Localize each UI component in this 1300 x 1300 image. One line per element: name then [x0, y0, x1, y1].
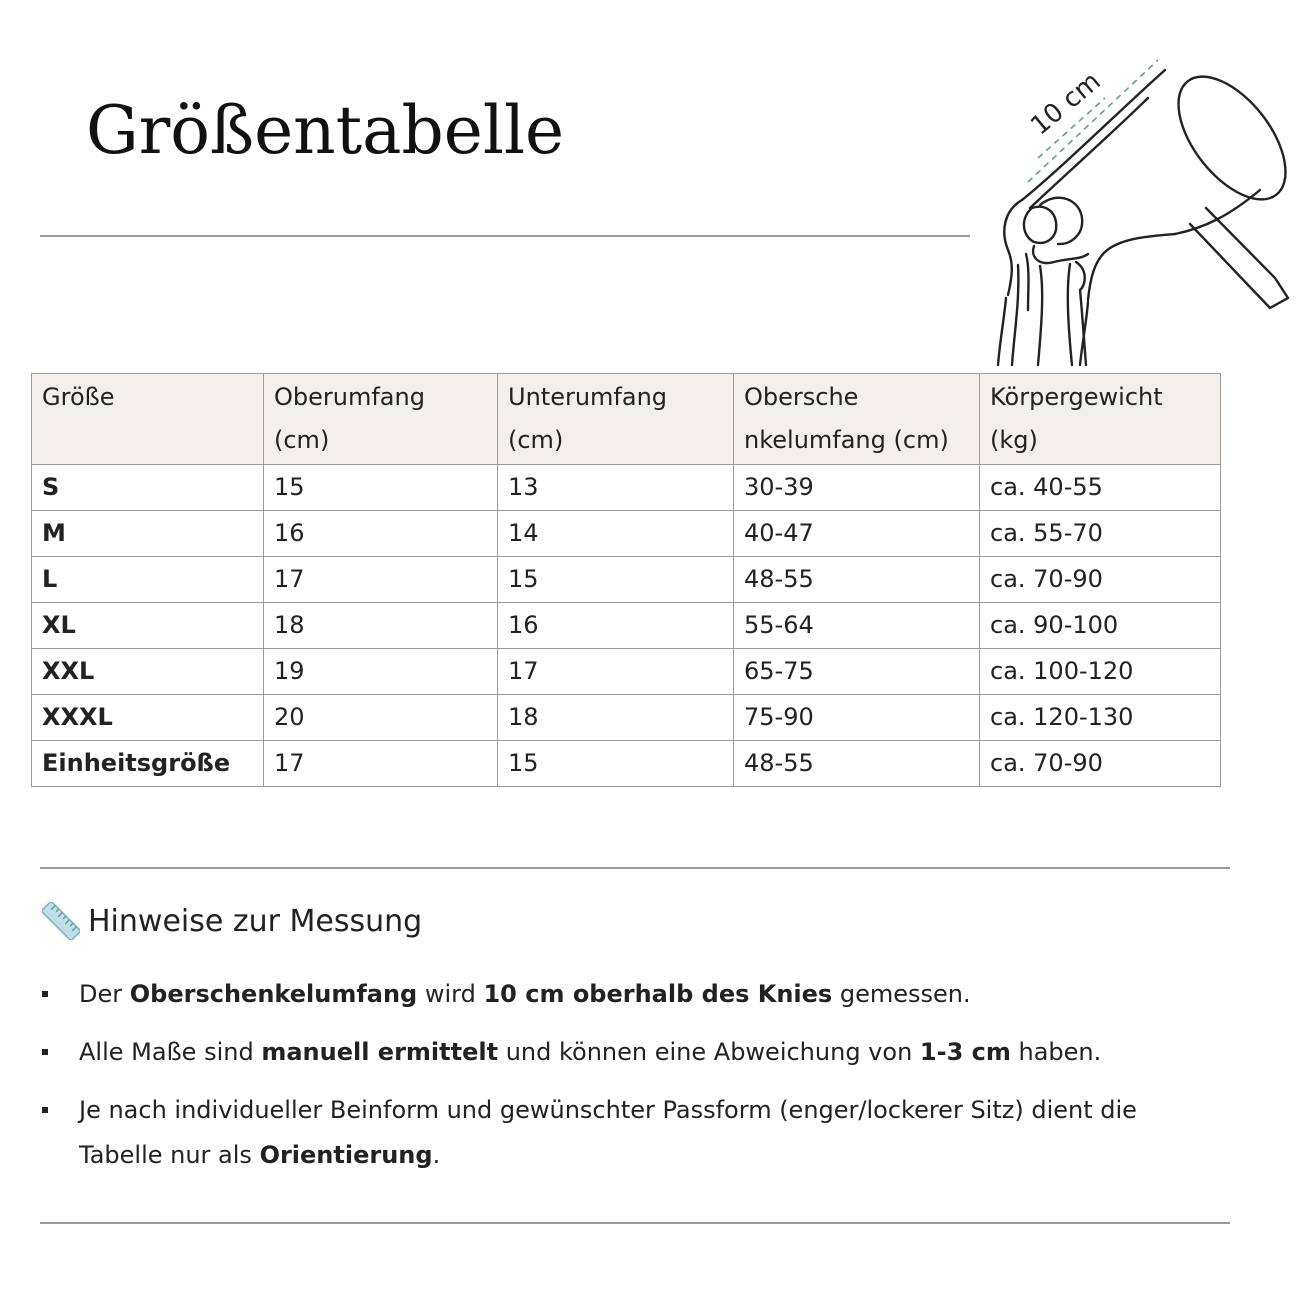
plain-text: .	[432, 1141, 441, 1169]
table-cell: 65-75	[734, 649, 980, 695]
table-cell: 18	[264, 603, 498, 649]
table-cell: 48-55	[734, 557, 980, 603]
table-cell: 15	[498, 557, 734, 603]
plain-text: gemessen.	[832, 980, 971, 1008]
table-cell: ca. 100-120	[980, 649, 1221, 695]
plain-text: und können eine Abweichung von	[498, 1038, 920, 1066]
table-row	[32, 695, 1221, 741]
table-cell: 14	[498, 511, 734, 557]
size-cell: XL	[32, 603, 264, 649]
notes-heading	[42, 902, 422, 940]
header-koerpergewicht: Körpergewicht (kg)	[980, 374, 1221, 465]
notes-heading-text: Hinweise zur Messung	[88, 903, 423, 939]
size-cell: L	[32, 557, 264, 603]
table-cell: 40-47	[734, 511, 980, 557]
page-title: Größentabelle	[86, 92, 565, 169]
table-cell: 16	[498, 603, 734, 649]
table-row	[32, 741, 1221, 787]
table-cell: ca. 90-100	[980, 603, 1221, 649]
list-item	[40, 1030, 1220, 1075]
bullet	[42, 1049, 48, 1055]
size-cell: XXL	[32, 649, 264, 695]
table-row	[32, 603, 1221, 649]
notes-list	[40, 972, 1220, 1191]
table-cell: ca. 55-70	[980, 511, 1221, 557]
table-cell: 19	[264, 649, 498, 695]
table-row	[32, 465, 1221, 511]
size-table	[31, 373, 1221, 787]
table-header-row	[32, 374, 1221, 465]
table-row	[32, 649, 1221, 695]
note-text	[79, 1096, 1137, 1169]
list-item	[40, 972, 1220, 1017]
ruler-icon	[42, 902, 80, 940]
table-row	[32, 557, 1221, 603]
plain-text: Je nach individueller Beinform und gewünschter Passform (enger/lockerer Sitz) dient die Tabelle nur als	[79, 1096, 1137, 1169]
header-oberschenkelumfang: Obersche nkelumfang (cm)	[734, 374, 980, 465]
table-cell: 16	[264, 511, 498, 557]
bullet	[42, 991, 48, 997]
size-cell: S	[32, 465, 264, 511]
table-cell: ca. 70-90	[980, 557, 1221, 603]
emphasis-text: 1-3 cm	[919, 1038, 1011, 1066]
bullet	[42, 1107, 48, 1113]
header-oberumfang: Oberumfang (cm)	[264, 374, 498, 465]
size-cell: M	[32, 511, 264, 557]
table-cell: ca. 120-130	[980, 695, 1221, 741]
emphasis-text: 10 cm oberhalb des Knies	[483, 980, 833, 1008]
table-cell: ca. 70-90	[980, 741, 1221, 787]
plain-text: wird	[417, 980, 484, 1008]
plain-text: Alle Maße sind	[79, 1038, 262, 1066]
note-text	[79, 980, 971, 1008]
table-cell: 15	[264, 465, 498, 511]
note-text	[79, 1038, 1101, 1066]
table-cell: 13	[498, 465, 734, 511]
table-cell: 55-64	[734, 603, 980, 649]
list-item	[40, 1088, 1220, 1178]
bottom-divider	[40, 1222, 1230, 1224]
table-cell: 17	[264, 557, 498, 603]
table-cell: 17	[498, 649, 734, 695]
table-cell: 48-55	[734, 741, 980, 787]
table-cell: ca. 40-55	[980, 465, 1221, 511]
table-cell: 18	[498, 695, 734, 741]
header-unterumfang: Unterumfang (cm)	[498, 374, 734, 465]
table-cell: 30-39	[734, 465, 980, 511]
plain-text: haben.	[1010, 1038, 1102, 1066]
table-cell: 20	[264, 695, 498, 741]
knee-illustration	[970, 40, 1300, 370]
table-row	[32, 511, 1221, 557]
header-groesse: Größe	[32, 374, 264, 465]
size-cell: XXXL	[32, 695, 264, 741]
table-cell: 15	[498, 741, 734, 787]
table-cell: 75-90	[734, 695, 980, 741]
table-cell: 17	[264, 741, 498, 787]
plain-text: Der	[79, 980, 130, 1008]
middle-divider	[40, 867, 1230, 869]
emphasis-text: Orientierung	[259, 1141, 433, 1169]
emphasis-text: manuell ermittelt	[261, 1038, 499, 1066]
emphasis-text: Oberschenkelumfang	[129, 980, 418, 1008]
measure-label: 10 cm	[1025, 66, 1107, 142]
size-cell: Einheitsgröße	[32, 741, 264, 787]
